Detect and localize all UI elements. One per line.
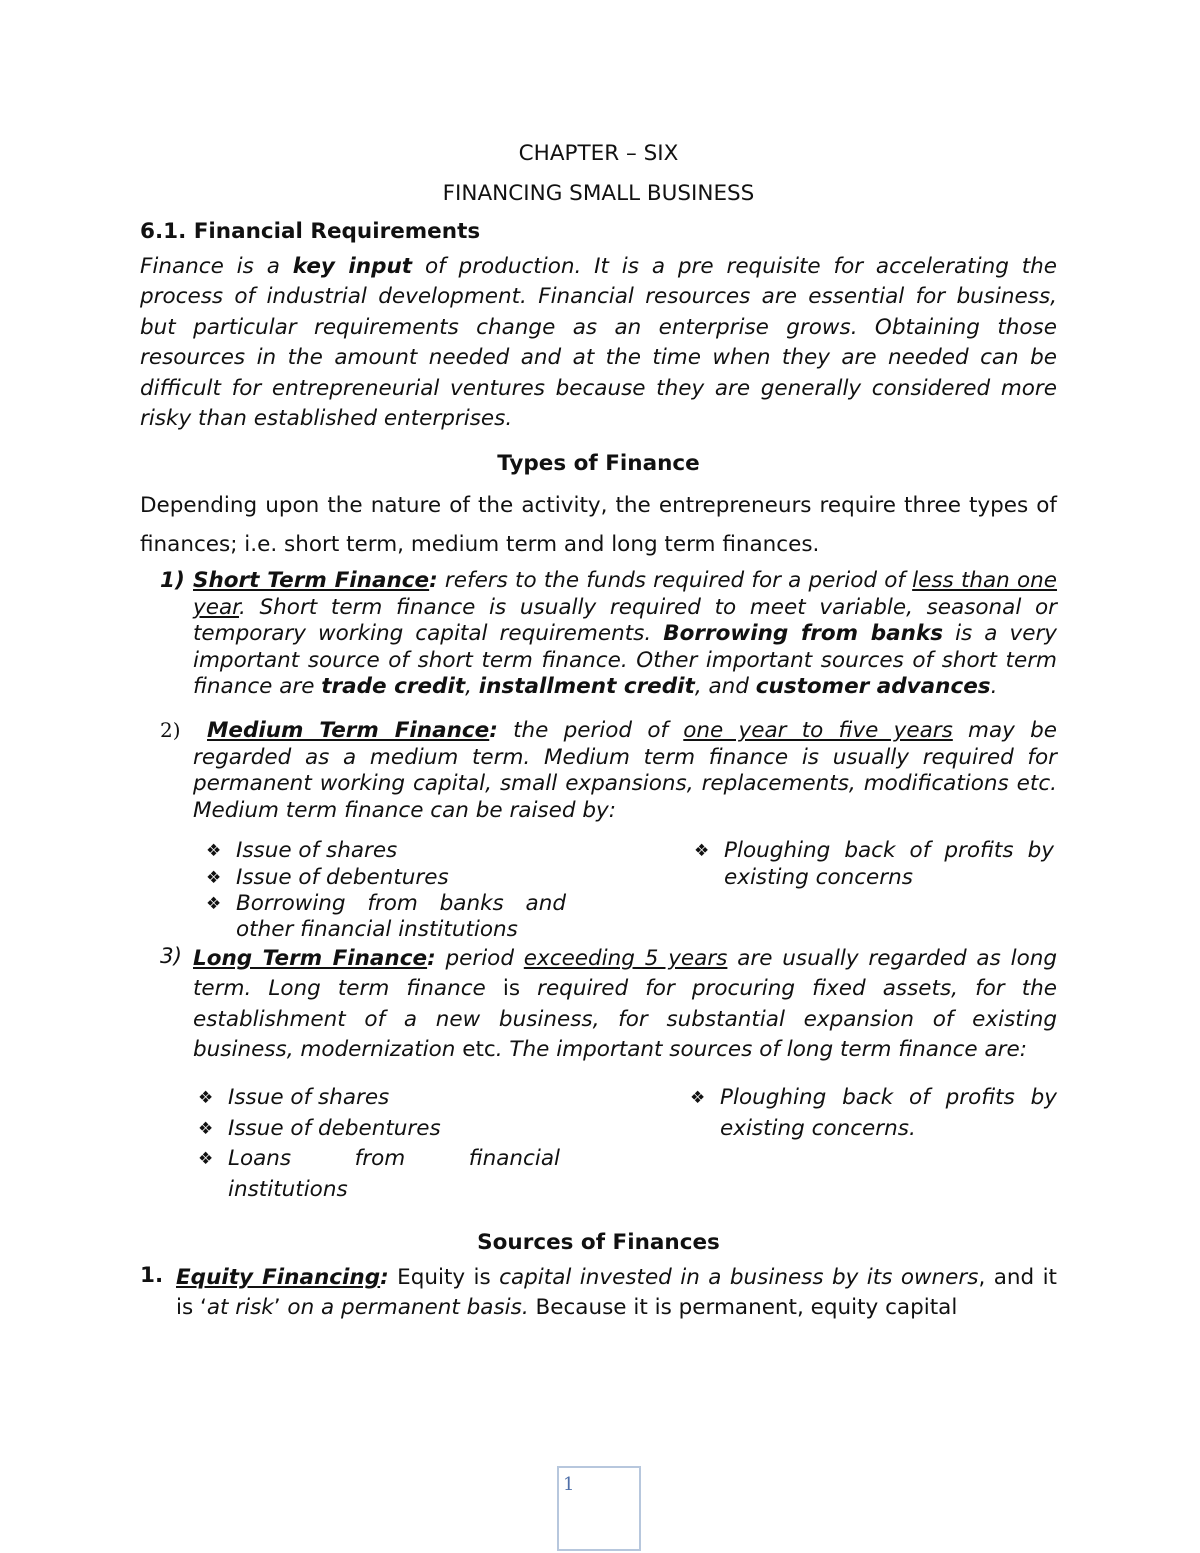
sources-of-finances-heading: Sources of Finances bbox=[477, 1229, 720, 1255]
medium-term-text bbox=[193, 718, 1057, 824]
colon: : bbox=[429, 568, 438, 594]
text-run: Equity is bbox=[388, 1264, 500, 1290]
less-than-one-year: less than one year bbox=[193, 568, 1058, 620]
text-run: of production. It is a pre requisite for accelerating the process of industrial development. Financial resources are essential for business, but particular requirements change as an enterprise grows. Obtaining those resources in the amount needed and at the time when they are needed can be difficult for entrepreneurial ventures because they are generally considered more risky than established enterprises. bbox=[140, 254, 1058, 432]
long-term-sources bbox=[198, 1083, 1057, 1205]
chapter-title: FINANCING SMALL BUSINESS bbox=[442, 181, 755, 206]
bullet-column-right bbox=[694, 838, 1054, 944]
item-number: 1. bbox=[140, 1262, 164, 1288]
equity-financing-text bbox=[176, 1263, 1057, 1324]
text-run: the period of bbox=[497, 718, 684, 744]
page-number-box bbox=[557, 1466, 641, 1551]
diamond-bullet-icon: ❖ bbox=[694, 841, 710, 862]
diamond-bullet-icon: ❖ bbox=[206, 893, 222, 914]
types-intro-paragraph: Depending upon the nature of the activity, the entrepreneurs require three types of finances; i.e. short term, medium term and long term finances. bbox=[140, 493, 1057, 558]
text-run: Finance is a bbox=[140, 254, 293, 279]
text-run: is a very important source of short term finance. Other important sources of short term finance are bbox=[193, 621, 1058, 700]
exceeding-five-years: exceeding 5 years bbox=[523, 945, 728, 971]
text-run: on a permanent basis. bbox=[287, 1295, 529, 1321]
text-run: . The important sources of long term finance are: bbox=[495, 1036, 1027, 1062]
medium-term-item bbox=[140, 718, 1057, 824]
item-number: 1) bbox=[160, 568, 185, 594]
text-run: may be regarded as a medium term. Medium term finance is usually required for permanent working capital, small expansions, replacements, modifications etc. Medium term finance can be raised by: bbox=[193, 718, 1058, 823]
borrowing-from-banks: Borrowing from banks bbox=[663, 621, 944, 647]
text-run: is bbox=[502, 976, 521, 1002]
bullet-column-left bbox=[206, 838, 566, 944]
section-heading-6-1: 6.1. Financial Requirements bbox=[140, 219, 481, 244]
equity-financing-label: Equity Financing bbox=[176, 1264, 381, 1290]
key-input-term: key input bbox=[292, 254, 413, 279]
trade-credit: trade credit bbox=[321, 674, 466, 700]
diamond-bullet-icon: ❖ bbox=[198, 1118, 214, 1139]
bullet-item bbox=[206, 865, 566, 891]
bullet-item bbox=[198, 1114, 560, 1144]
text-run: . bbox=[990, 674, 998, 700]
bullet-text: Issue of debentures bbox=[228, 1115, 441, 1141]
bullet-item bbox=[206, 838, 566, 864]
bullet-column-right bbox=[690, 1083, 1057, 1205]
financial-requirements-paragraph bbox=[140, 252, 1057, 434]
one-to-five-years: one year to five years bbox=[683, 718, 953, 744]
customer-advances: customer advances bbox=[755, 674, 991, 700]
page-number: 1 bbox=[563, 1474, 575, 1495]
equity-financing-item bbox=[140, 1263, 1057, 1324]
text-run: refers to the funds required for a period of bbox=[437, 568, 913, 594]
bullet-item bbox=[198, 1144, 560, 1205]
long-term-label: Long Term Finance bbox=[193, 945, 428, 971]
text-run: . Short term finance is usually required to meet variable, seasonal or temporary working capital requirements. bbox=[193, 594, 1057, 647]
text-run: period bbox=[435, 945, 524, 971]
types-of-finance-heading: Types of Finance bbox=[497, 451, 700, 477]
bullet-text: Loans from financial institutions bbox=[228, 1146, 560, 1202]
text-run: , bbox=[465, 674, 479, 700]
text-run: , and it is ‘ bbox=[176, 1264, 1057, 1321]
bullet-text: Ploughing back of profits by existing concerns. bbox=[720, 1085, 1057, 1141]
colon: : bbox=[489, 718, 498, 744]
text-run: , and bbox=[694, 674, 756, 700]
short-term-label: Short Term Finance bbox=[193, 568, 430, 594]
document-page bbox=[140, 138, 1057, 1324]
bullet-item bbox=[690, 1083, 1057, 1144]
text-run: required for procuring fixed assets, for the establishment of a new business, for substantial expansion of existing business, modernization bbox=[193, 976, 1058, 1062]
chapter-label: CHAPTER – SIX bbox=[518, 141, 679, 166]
text-run: Because it is permanent, equity capital bbox=[528, 1295, 958, 1321]
medium-term-sources bbox=[206, 838, 1057, 944]
item-number: 2) bbox=[160, 718, 181, 743]
colon: : bbox=[380, 1264, 389, 1290]
colon: : bbox=[427, 945, 436, 971]
short-term-text bbox=[193, 568, 1057, 700]
text-run: ’ bbox=[273, 1295, 288, 1321]
bullet-item bbox=[198, 1083, 560, 1113]
text-run: at risk bbox=[206, 1295, 274, 1321]
bullet-text: Issue of debentures bbox=[236, 864, 449, 890]
long-term-text bbox=[193, 944, 1057, 1066]
diamond-bullet-icon: ❖ bbox=[206, 841, 222, 862]
diamond-bullet-icon: ❖ bbox=[690, 1088, 706, 1109]
bullet-text: Ploughing back of profits by existing concerns bbox=[724, 838, 1054, 890]
text-run: are usually regarded as long term. Long term finance bbox=[193, 945, 1057, 1002]
bullet-text: Borrowing from banks and other financial institutions bbox=[236, 890, 566, 943]
medium-term-label: Medium Term Finance bbox=[207, 718, 490, 744]
bullet-text: Issue of shares bbox=[236, 838, 398, 864]
bullet-item bbox=[694, 838, 1054, 891]
item-number: 3) bbox=[160, 943, 183, 969]
text-run: capital invested in a business by its owners bbox=[499, 1264, 979, 1290]
bullet-item bbox=[206, 891, 566, 944]
diamond-bullet-icon: ❖ bbox=[198, 1149, 214, 1170]
bullet-text: Issue of shares bbox=[228, 1085, 390, 1111]
long-term-item bbox=[140, 944, 1057, 1066]
diamond-bullet-icon: ❖ bbox=[206, 867, 222, 888]
short-term-item bbox=[140, 568, 1057, 700]
text-run: etc bbox=[462, 1036, 496, 1062]
bullet-column-left bbox=[198, 1083, 560, 1205]
installment-credit: installment credit bbox=[478, 674, 695, 700]
diamond-bullet-icon: ❖ bbox=[198, 1088, 214, 1109]
